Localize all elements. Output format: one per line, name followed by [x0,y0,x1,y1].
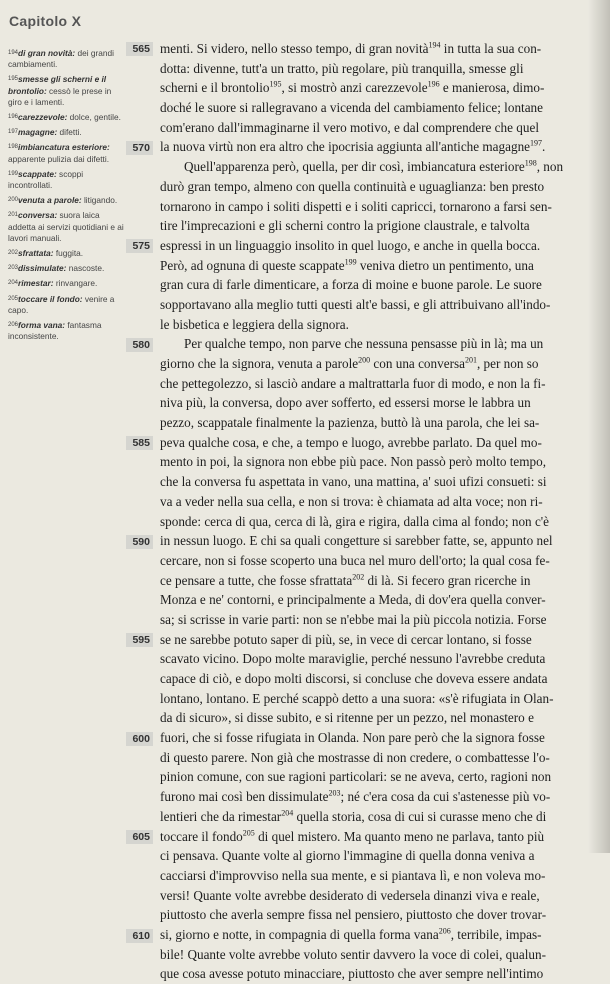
note-definition: apparente pulizia dai difetti. [8,153,110,164]
text-line: Quell'apparenza però, quella, per dir così, imbiancatura esteriore$^{198}$, non [184,158,564,175]
glossary-note [8,195,126,206]
note-number: 194 [8,50,19,56]
footnote-ref: 203 [328,788,341,798]
text-line: cacciarsi d'improvviso nella sua mente, e si piantava lì, e non voleva mo- [160,867,546,883]
note-term: magagne: [18,127,58,138]
text-line: bile! Quante volte avrebbe voluto sentir davvero la voce di colei, qualun- [160,946,546,962]
note-definition: venire a capo. [8,293,115,315]
note-number: 198 [8,144,19,151]
glossary-note [8,294,126,316]
text-line: lentieri che da rimestar$^{204}$ quella storia, cosa di cui si curasse meno che di [160,808,547,824]
note-number: 200 [8,197,19,204]
note-term: forma vana: [18,320,66,331]
text-line: versi! Quante volte avrebbe desiderato di vedersela dinanzi viva e reale, [160,887,540,903]
note-definition: rinvangare. [53,278,98,289]
text-line: di questo parere. Non già che mostrasse di non credere, o combattesse l'o- [160,749,550,765]
text-line: espressi in un linguaggio insolito in quel luogo, e anche in quella bocca. [160,237,541,253]
text-line: durò gran tempo, almeno con quella continuità e uguaglianza: ben presto [160,178,545,194]
text-line: che pettegolezzo, si lasciò andare a maltrattarla fuor di modo, e non la fi- [160,375,546,391]
line-number: 570 [126,141,153,155]
glossary-note [8,169,126,191]
note-definition: fantasma inconsistente. [8,320,102,342]
text-line: sa; si scrisse in varie parti: non se n'ebbe mai la più piccola notizia. Forse [160,611,547,627]
text-line: Monza e ne' contorni, e principalmente a Meda, di dov'era quella conver- [160,592,546,608]
note-term: venuta a parole: [18,195,82,206]
note-number: 205 [8,295,19,302]
text-line: Per qualche tempo, non parve che nessuna pensasse più in là; ma un [184,336,544,352]
note-term: carezzevole: [18,112,68,123]
text-line: si, giorno e notte, in compagnia di quella forma vana$^{206}$, terribile, impas- [160,926,542,942]
chapter-title: Capitolo X [9,13,82,29]
line-number: 580 [126,338,153,352]
glossary-note [8,248,126,259]
footnote-ref: 205 [242,828,255,838]
footnote-ref: 198 [524,158,537,168]
line-number: 590 [126,535,153,549]
text-line: ci pensava. Quante volte al giorno l'immagine di quella donna veniva a [160,848,535,864]
note-term: smesse gli scherni e il brontolio: [8,74,107,96]
note-term: sfrattata: [18,248,54,259]
note-term: dissimulate: [18,263,67,274]
line-number: 595 [126,633,153,647]
glossary-note [8,127,126,138]
note-number: 195 [8,76,19,83]
text-line: niva più, la conversa, dopo aver sofferto, ed essersi morse le labbra un [160,395,531,411]
note-definition: suora laica addetta ai servizi quotidiani e ai lavori manuali. [8,210,124,243]
note-term: toccare il fondo: [18,293,83,304]
text-line: tornarono in campo i soliti dispetti e i soliti capricci, tornarono a farsi sen- [160,198,552,214]
note-number: 197 [8,129,19,136]
note-number: 206 [8,322,19,329]
text-line: Però, ad ognuna di queste scappate$^{199}$ veniva dietro un pentimento, una [160,257,534,273]
text-line: scherni e il brontolio$^{195}$, si mostrò anzi carezzevole$^{196}$ e manierosa, dimo- [160,79,545,96]
footnote-ref: 195 [269,79,282,89]
note-term: scappate: [18,168,57,179]
text-line: peva qualche cosa, e che, a tempo e luogo, avrebbe parlato. Da quel mo- [160,434,542,450]
text-line: in nessun luogo. E chi sa quali congetture si sarebber fatte, se, appunto nel [160,533,553,549]
line-number: 585 [126,436,153,450]
note-number: 199 [8,170,19,177]
note-definition: dei grandi cambiamenti. [8,48,114,70]
footnote-ref: 200 [358,355,371,365]
text-line: capace di ciò, e dopo molti discorsi, si concluse che doveva essere andata [160,671,548,686]
footnote-ref: 202 [352,572,365,582]
text-line: dotta: divenne, tutt'a un tratto, più regolare, più tranquilla, smesse gli [160,60,524,76]
text-line: fuori, che si fosse rifugiata in Olanda. Non pare però che la signora fosse [160,730,545,746]
line-number: 610 [126,929,153,943]
note-term: rimestar: [18,278,54,289]
glossary-note [8,278,126,289]
text-line: doché le suore si rallegravano a vicenda del cambiamento felice; lontane [160,100,543,116]
note-number: 201 [8,212,19,219]
note-definition: cessò le prese in giro e i lamenti. [8,85,112,107]
note-number: 202 [8,250,19,257]
text-line: com'erano dall'immaginarne il vero motivo, e dal comprendere che quel [160,119,539,135]
text-line: la nuova virtù non era altro che ipocrisia aggiunta all'antiche magagne$^{197}$. [160,139,546,155]
text-line: che la conversa fu aspettata in vano, una mattina, a' suoi ufizi consueti: si [160,474,547,490]
text-line: pezzo, scappatale finalmente la pazienza, buttò là una parola, che lei sa- [160,415,540,431]
footnote-ref: 197 [530,139,543,149]
glossary-note [8,263,126,274]
line-number: 605 [126,830,153,844]
glossary-note [8,112,126,123]
text-line: tire l'imprecazioni e gli scherni contro la prigione claustrale, e talvolta [160,218,530,234]
text-line: cercare, non si fosse scoperto una buca nel muro dell'orto; la qual cosa fe- [160,552,550,568]
glossary-notes [8,48,126,346]
glossary-note [8,74,126,108]
text-line: menti. Si videro, nello stesso tempo, di gran novità$^{194}$ in tutta la sua con- [160,40,542,56]
main-text [160,39,600,984]
text-line: pinion comune, con sue ragioni particolari: se ne aveva, certo, ragioni non [160,769,552,785]
text-line: ce pensare a tutte, che fosse sfrattata$^{202}$ di là. Si fecero gran ricerche in [160,572,531,588]
text-line: sopportavano alla meglio tutti questi alt'e bassi, e gli attribuivano all'indo- [160,296,551,312]
text-line: gran cura di farle dimenticare, a forza di moine e buone parole. Le suore [160,277,542,293]
note-term: conversa: [18,210,58,221]
footnote-ref: 201 [464,355,477,365]
text-line: piuttosto che averla sempre fissa nel pensiero, piuttosto che dover trovar- [160,907,547,923]
text-line: da di sicuro», si disse subito, e si ritenne per un pezzo, nel monastero e [160,710,534,726]
note-term: di gran novità: [18,48,76,58]
footnote-ref: 199 [344,257,357,267]
text-line: mento in poi, la signora non ebbe più pace. Non passò però molto tempo, [160,454,547,470]
text-line: va a veder nella sua cella, e non si trova: è chiamata ad alta voce; non ri- [160,493,543,509]
line-number: 565 [126,42,153,56]
note-definition: litigando. [81,195,118,206]
text-line: que cosa avesse potuto minacciare, piuttosto che aver sempre nell'intimo [160,966,544,982]
note-definition: fuggita. [53,248,84,259]
line-number: 575 [126,239,153,253]
text-line: se ne sarebbe potuto saper di più, se, in vece di cercar lontano, si fosse [160,631,532,647]
note-number: 196 [8,114,19,121]
note-term: imbiancatura esteriore: [18,142,110,153]
footnote-ref: 206 [438,926,451,936]
footnote-ref: 196 [427,79,440,89]
text-line: sponde: cerca di qua, cerca di là, gira e rigira, dalla cima al fondo; non c'è [160,513,550,529]
glossary-note [8,210,126,244]
note-number: 203 [8,265,19,272]
glossary-note [8,142,126,164]
footnote-ref: 194 [428,40,441,50]
glossary-note [8,320,126,342]
text-line: lontano, lontano. E perché scappò detto a una suora: «s'è rifugiata in Olan- [160,690,554,706]
note-definition: dolce, gentile. [67,112,121,123]
text-line: scavato vicino. Dopo molte maraviglie, perché nessuno l'avrebbe creduta [160,651,546,667]
text-line: furono mai così ben dissimulate$^{203}$; né c'era cosa da cui s'astenesse più vo- [160,788,551,805]
note-definition: difetti. [57,127,82,138]
note-definition: nascoste. [66,263,105,274]
line-number: 600 [126,732,153,746]
text-line: toccare il fondo$^{205}$ di quel mistero. Ma quanto meno ne parlava, tanto più [160,828,545,844]
text-line: giorno che la signora, venuta a parole$^{200}$ con una conversa$^{201}$, per non so [160,355,539,371]
footnote-ref: 204 [281,808,294,818]
note-number: 204 [8,280,19,287]
glossary-note [8,48,126,70]
note-definition: scoppi incontrollati. [8,168,84,191]
text-line: le bisbetica e leggiera della signora. [160,316,349,332]
